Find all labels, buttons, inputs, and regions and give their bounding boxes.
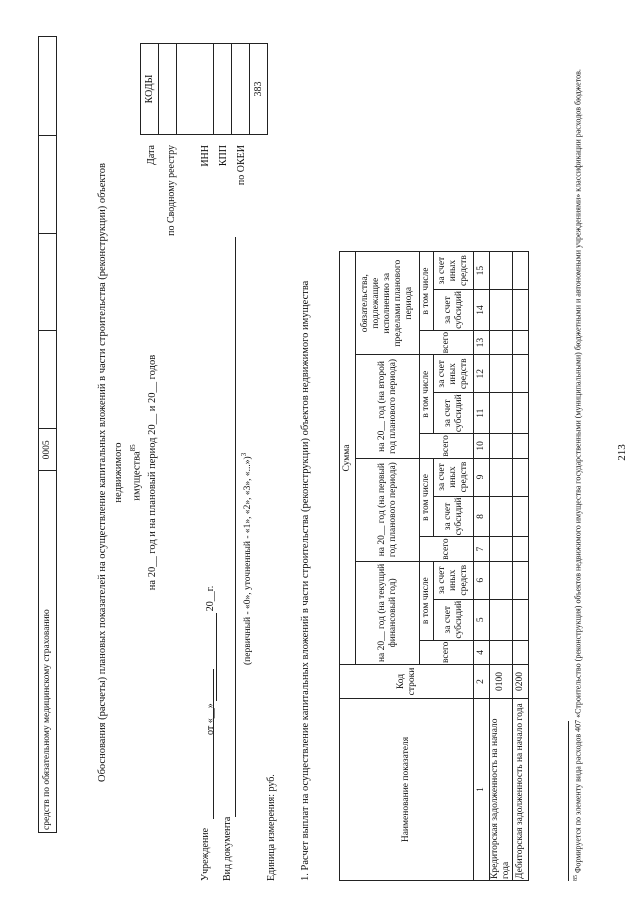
value-cell[interactable] [490, 599, 513, 640]
code-svod-cell[interactable] [177, 44, 214, 135]
col-subsidies-3: за счет субсидий [434, 393, 474, 434]
col-number: 5 [474, 599, 490, 640]
col-number: 10 [474, 434, 490, 458]
code-inn-cell[interactable] [214, 44, 232, 135]
value-cell[interactable] [490, 290, 513, 331]
col-incl-1: в том числе [420, 561, 434, 640]
col-subsidies-1: за счет субсидий [434, 599, 474, 640]
value-cell[interactable] [512, 393, 528, 434]
code-kpp-cell[interactable] [232, 44, 250, 135]
col-other-4: за счет иных средств [434, 252, 474, 290]
col-subsidies-2: за счет субсидий [434, 496, 474, 537]
col-total-1: всего [420, 640, 474, 664]
label-inn: ИНН [200, 145, 211, 167]
title-line-2-text: имущества [131, 451, 143, 501]
col-number: 14 [474, 290, 490, 331]
period-first-plan-year: на 20__ год (на первый год планового периода) [356, 458, 420, 561]
value-cell[interactable] [490, 496, 513, 537]
label-okei: по ОКЕИ [236, 145, 247, 186]
codes-table [140, 43, 268, 135]
value-cell[interactable] [490, 561, 513, 599]
value-cell[interactable] [490, 640, 513, 664]
prev-cell [39, 135, 57, 233]
value-cell[interactable] [512, 496, 528, 537]
value-cell[interactable] [512, 434, 528, 458]
value-cell[interactable] [512, 537, 528, 561]
prev-cell [39, 37, 57, 136]
value-cell[interactable] [490, 252, 513, 290]
capital-investment-table [339, 251, 529, 881]
institution-input-line[interactable] [213, 669, 214, 819]
period-current-year: на 20__ год (на текущий финансовый год) [356, 561, 420, 664]
period-beyond-plan: обязательства, подлежащие исполнению за пределами планового периода [356, 252, 420, 355]
col-other-2: за счет иных средств [434, 458, 474, 496]
col-number: 15 [474, 252, 490, 290]
doc-type-footnote-ref: 3 [240, 452, 248, 457]
col-number: 7 [474, 537, 490, 561]
value-cell[interactable] [490, 537, 513, 561]
row-name: Дебиторская задолженность на начало года [512, 699, 528, 881]
page-number: 213 [616, 444, 628, 461]
footnote [572, 41, 584, 881]
footnote-number: 85 [573, 875, 579, 881]
footnote-divider [568, 721, 569, 881]
row-code: 0200 [512, 665, 528, 699]
doc-type-note-text: (первичный - «0», уточненный - «1», «2», «3», «...») [243, 456, 254, 665]
prev-cell [39, 331, 57, 429]
col-total-2: всего [420, 537, 474, 561]
col-incl-3: в том числе [420, 355, 434, 434]
institution-label: Учреждение [200, 827, 211, 881]
col-number: 6 [474, 561, 490, 599]
col-number: 9 [474, 458, 490, 496]
title-line-2 [128, 140, 146, 805]
prev-row-label: средств по обязательному медицинскому страхованию [39, 471, 57, 833]
code-date-cell[interactable] [159, 44, 177, 135]
table-row [490, 252, 513, 881]
value-cell[interactable] [490, 434, 513, 458]
date-suffix: 20__г. [205, 585, 216, 612]
col-incl-4: в том числе [420, 252, 434, 331]
col-number: 11 [474, 393, 490, 434]
col-other-1: за счет иных средств [434, 561, 474, 599]
previous-table-fragment [38, 36, 57, 833]
col-other-3: за счет иных средств [434, 355, 474, 393]
codes-header: КОДЫ [141, 44, 159, 135]
col-header-name: Наименование показателя [340, 699, 474, 881]
col-number: 1 [474, 699, 490, 881]
col-number: 4 [474, 640, 490, 664]
col-number: 13 [474, 330, 490, 354]
col-header-sum: Сумма [340, 252, 356, 665]
title-line-3: на 20__ год и на плановый период 20__ и 20__ годов [147, 354, 159, 591]
value-cell[interactable] [490, 330, 513, 354]
col-subsidies-4: за счет субсидий [434, 290, 474, 331]
value-cell[interactable] [490, 393, 513, 434]
col-total-4: всего [420, 330, 474, 354]
value-cell[interactable] [512, 355, 528, 393]
label-kpp: КПП [218, 145, 229, 167]
date-prefix: от «__» [205, 703, 216, 735]
prev-cell [39, 233, 57, 331]
value-cell[interactable] [512, 290, 528, 331]
title-footnote-ref: 85 [128, 444, 137, 452]
footnote-text: Формируется по элементу вида расходов 407 «Строительство (реконструкция) объектов недвижимого имущества государственными (муниципальными) бюджетными и автономными учреждениями» классификации расходов бюджетов. [573, 69, 583, 873]
value-cell[interactable] [490, 458, 513, 496]
prev-row-code: 0005 [39, 429, 57, 471]
section-title: 1. Расчет выплат на осуществление капитальных вложений в части строительства (реконструкции) объектов недвижимого имущества [300, 280, 311, 881]
col-number: 12 [474, 355, 490, 393]
col-total-3: всего [420, 434, 474, 458]
row-code: 0100 [490, 665, 513, 699]
doc-type-note [240, 453, 255, 665]
value-cell[interactable] [512, 599, 528, 640]
col-number: 8 [474, 496, 490, 537]
col-incl-2: в том числе [420, 458, 434, 537]
row-name: Кредиторская задолженность на начало года [490, 699, 513, 881]
unit-of-measure: Единица измерения: руб. [266, 774, 277, 881]
value-cell[interactable] [490, 355, 513, 393]
value-cell[interactable] [512, 561, 528, 599]
document-date [205, 586, 217, 735]
col-header-code: Код строки [340, 665, 474, 699]
col-number: 2 [474, 665, 490, 699]
label-date: Дата [146, 145, 157, 165]
value-cell[interactable] [512, 330, 528, 354]
value-cell[interactable] [512, 252, 528, 290]
value-cell[interactable] [512, 640, 528, 664]
label-svod-reestr: по Сводному реестру [166, 145, 177, 236]
doc-type-label: Вид документа [222, 816, 233, 881]
period-second-plan-year: на 20__ год (на второй год планового периода) [356, 355, 420, 458]
date-month-blank[interactable] [206, 613, 217, 701]
code-okei-cell: 383 [250, 44, 268, 135]
value-cell[interactable] [512, 458, 528, 496]
title-line-1: Обоснования (расчеты) плановых показателей на осуществление капитальных вложений в части строительства (реконструкции) объектов недвижимого [97, 163, 125, 782]
doc-type-input-line[interactable] [235, 237, 236, 817]
table-row [512, 252, 528, 881]
